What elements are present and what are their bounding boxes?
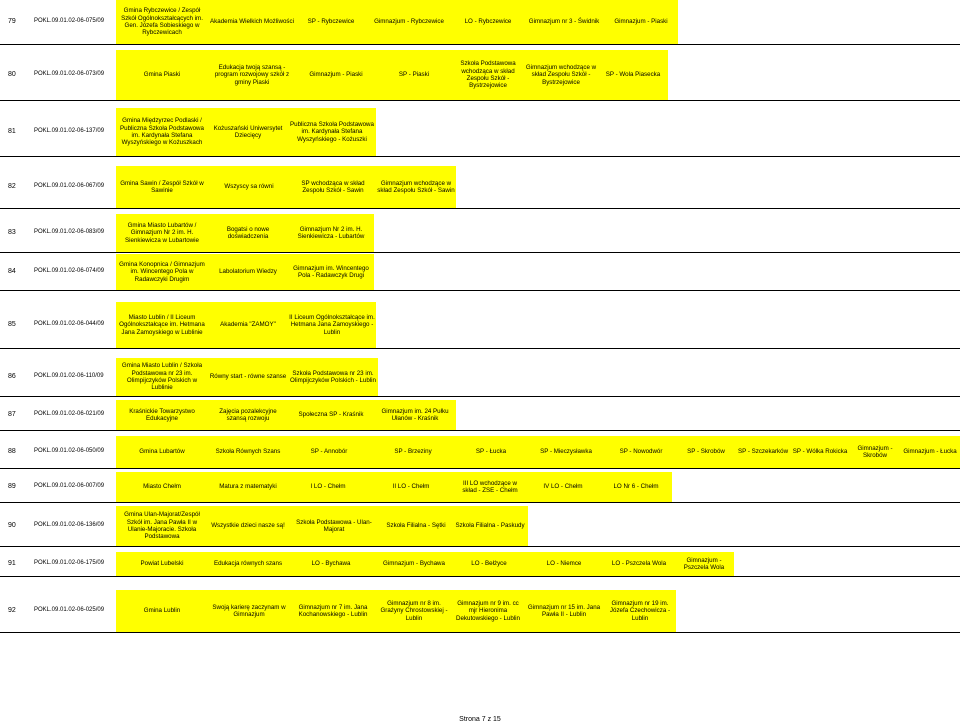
table-row (0, 166, 960, 208)
row-border (0, 632, 960, 633)
table-row (0, 506, 960, 546)
table-row (0, 50, 960, 100)
school-cell: Szkoła Filialna - Paskudy (452, 506, 528, 546)
school-cell: Gimnazjum nr 15 im. Jana Pawła II - Lublin (524, 590, 604, 632)
project-code: POKL.09.01.02-06-075/09 (34, 18, 105, 25)
project-title: Bogatsi o nowe doświadczenia (208, 214, 288, 252)
school-cell: LO - Rybczewice (452, 0, 524, 44)
row-number: 80 (8, 70, 16, 78)
table-row (0, 400, 960, 430)
page-footer: Strona 7 z 15 (459, 716, 501, 723)
school-cell: I LO - Chełm (288, 472, 368, 502)
row-border (0, 502, 960, 503)
row-number: 88 (8, 447, 16, 455)
row-number: 89 (8, 482, 16, 490)
school-cell: IV LO - Chełm (526, 472, 600, 502)
table-row (0, 358, 960, 396)
school-cell: Gimnazjum - Rybczewice (366, 0, 452, 44)
school-cell: SP - Annobór (288, 436, 370, 468)
project-code: POKL.09.01.02-06-007/09 (34, 483, 105, 490)
school-cell: LO - Bełżyce (454, 552, 524, 576)
table-row (0, 472, 960, 502)
school-cell: LO - Niemce (524, 552, 604, 576)
table-row (0, 108, 960, 156)
school-cell: Gimnazjum - Skrobów (850, 436, 900, 468)
project-title: Swoją karierę zaczynam w Gimnazjum (208, 590, 290, 632)
row-number: 79 (8, 17, 16, 25)
school-cell: Społeczna SP - Kraśnik (288, 400, 374, 430)
school-cell: SP - Rybczewice (296, 0, 366, 44)
table-row (0, 436, 960, 468)
school-cell: Gimnazjum - Łucka (900, 436, 960, 468)
row-border (0, 468, 960, 469)
school-cell: Gimnazjum im. 24 Pułku Ułanów - Kraśnik (374, 400, 456, 430)
school-cell: SP - Wola Piasecka (598, 50, 668, 100)
school-cell: SP - Szczekarków (736, 436, 790, 468)
project-code: POKL.09.01.02-06-021/09 (34, 411, 105, 418)
table-row (0, 0, 960, 44)
project-title: Edukacja równych szans (208, 552, 288, 576)
applicant: Gmina Międzyrzec Podlaski / Publiczna Szkoła Podstawowa im. Kardynała Stefana Wyszyńskiego w Kożuszkach (116, 108, 208, 156)
project-title: Edukacja twoją szansą - program rozwojowy szkół z gminy Piaski (208, 50, 296, 100)
applicant: Miasto Lublin / II Liceum Ogólnokształcące im. Hetmana Jana Zamoyskiego w Lublinie (116, 302, 208, 348)
applicant: Gmina Rybczewice / Zespół Szkół Ogólnokształcących im. Gen. Józefa Sobieskiego w Rybczewicach (116, 0, 208, 44)
school-cell: LO - Bychawa (288, 552, 374, 576)
school-cell: Gimnazjum Nr 2 im. H. Sienkiewicza - Lubartów (288, 214, 374, 252)
school-cell: Gimnazjum nr 9 im. cc mjr Hieronima Dekutowskiego - Lublin (452, 590, 524, 632)
project-title: Matura z matematyki (208, 472, 288, 502)
applicant: Gmina Miasto Lublin / Szkoła Podstawowa nr 23 im. Olimpijczyków Polskich w Lublinie (116, 358, 208, 396)
school-cell: Gimnazjum nr 3 - Świdnik (524, 0, 604, 44)
row-number: 84 (8, 267, 16, 275)
row-border (0, 430, 960, 431)
row-border (0, 290, 960, 291)
school-cell: Gimnazjum nr 7 im. Jana Kochanowskiego - Lublin (290, 590, 376, 632)
table-row (0, 552, 960, 576)
project-title: Kożuszański Uniwersytet Dziecięcy (208, 108, 288, 156)
project-code: POKL.09.01.02-06-083/09 (34, 229, 105, 236)
row-border (0, 100, 960, 101)
school-cell: Gimnazjum wchodzące w skład Zespołu Szkół - Sawin (376, 166, 456, 208)
applicant: Gmina Lublin (116, 590, 208, 632)
project-code: POKL.09.01.02-06-025/09 (34, 607, 105, 614)
project-title: Akademia "ZAMOY" (208, 302, 288, 348)
applicant: Miasto Chełm (116, 472, 208, 502)
school-cell: Publiczna Szkoła Podstawowa im. Kardynała Stefana Wyszyńskiego - Kożuszki (288, 108, 376, 156)
school-cell: SP wchodząca w skład Zespołu Szkół - Sawin (290, 166, 376, 208)
row-number: 92 (8, 606, 16, 614)
school-cell: Gimnazjum im. Wincentego Pola - Radawczyk Drugi (288, 254, 374, 290)
project-code: POKL.09.01.02-06-110/09 (34, 373, 104, 380)
row-border (0, 156, 960, 157)
row-border (0, 546, 960, 547)
school-cell: Gimnazjum - Piaski (604, 0, 678, 44)
school-cell: SP - Brzeziny (370, 436, 456, 468)
school-cell: Gimnazjum - Piaski (296, 50, 376, 100)
project-title: Szkoła Równych Szans (208, 436, 288, 468)
row-border (0, 576, 960, 577)
table-row (0, 214, 960, 252)
school-cell: SP - Łucka (456, 436, 526, 468)
school-cell: Gimnazjum nr 19 im. Józefa Czechowicza - Lublin (604, 590, 676, 632)
applicant: Gmina Sawin / Zespół Szkół w Sawinie (116, 166, 208, 208)
applicant: Gmina Piaski (116, 50, 208, 100)
row-border (0, 348, 960, 349)
project-code: POKL.09.01.02-06-137/09 (34, 128, 105, 135)
project-title: Wszystkie dzieci nasze są! (208, 506, 288, 546)
school-cell: Gimnazjum nr 8 im. Grażyny Chrostowskiej - Lublin (376, 590, 452, 632)
applicant: Gmina Lubartów (116, 436, 208, 468)
school-cell: II LO - Chełm (368, 472, 454, 502)
row-border (0, 252, 960, 253)
project-code: POKL.09.01.02-06-073/09 (34, 71, 105, 78)
table-row (0, 254, 960, 290)
school-cell: Szkoła Filialna - Sętki (380, 506, 452, 546)
row-border (0, 396, 960, 397)
school-cell: Szkoła Podstawowa nr 23 im. Olimpijczyków Polskich - Lublin (288, 358, 378, 396)
row-border (0, 44, 960, 45)
project-code: POKL.09.01.02-06-175/09 (34, 560, 105, 567)
school-cell: Gimnazjum - Bychawa (374, 552, 454, 576)
school-cell: Szkoła Podstawowa - Ulan-Majorat (288, 506, 380, 546)
row-number: 90 (8, 521, 16, 529)
row-number: 91 (8, 559, 16, 567)
project-title: Zajęcia pozalekcyjne szansą rozwoju (208, 400, 288, 430)
school-cell: LO - Pszczela Wola (604, 552, 674, 576)
project-title: Labolatorium Wiedzy (208, 254, 288, 290)
project-title: Akademia Wielkich Możliwości (208, 0, 296, 44)
school-cell: III LO wchodzące w skład - ZSE - Chełm (454, 472, 526, 502)
table-row (0, 590, 960, 632)
school-cell: SP - Mieczysławka (526, 436, 606, 468)
table-row (0, 302, 960, 348)
school-cell: Gimnazjum - Pszczela Wola (674, 552, 734, 576)
row-number: 85 (8, 320, 16, 328)
project-code: POKL.09.01.02-06-067/09 (34, 183, 105, 190)
school-cell: Gimnazjum wchodzące w skład Zespołu Szkół - Bystrzejowice (524, 50, 598, 100)
project-code: POKL.09.01.02-06-050/09 (34, 448, 105, 455)
row-number: 81 (8, 127, 16, 135)
project-title: Wszyscy sa równi (208, 166, 290, 208)
row-number: 82 (8, 182, 16, 190)
project-code: POKL.09.01.02-06-136/09 (34, 522, 105, 529)
school-cell: Szkoła Podstawowa wchodząca w skład Zespołu Szkół - Bystrzejowice (452, 50, 524, 100)
project-code: POKL.09.01.02-06-044/09 (34, 321, 105, 328)
school-cell: LO Nr 6 - Chełm (600, 472, 672, 502)
applicant: Kraśnickie Towarzystwo Edukacyjne (116, 400, 208, 430)
school-cell: SP - Skrobów (676, 436, 736, 468)
school-cell: SP - Wólka Rokicka (790, 436, 850, 468)
row-number: 83 (8, 228, 16, 236)
project-title: Równy start - równe szanse (208, 358, 288, 396)
row-number: 86 (8, 372, 16, 380)
school-cell: II Liceum Ogólnokształcące im. Hetmana Jana Zamoyskiego - Lublin (288, 302, 376, 348)
applicant: Gmina Ulan-Majorat/Zespół Szkół im. Jana Pawła II w Ulanie-Majoracie. Szkoła Podstawowa (116, 506, 208, 546)
applicant: Gmina Konopnica / Gimnazjum im. Wincentego Pola w Radawczyki Drugim (116, 254, 208, 290)
school-cell: SP - Nowodwór (606, 436, 676, 468)
row-number: 87 (8, 410, 16, 418)
project-code: POKL.09.01.02-06-074/09 (34, 268, 105, 275)
applicant: Powiat Lubelski (116, 552, 208, 576)
row-border (0, 208, 960, 209)
school-cell: SP - Piaski (376, 50, 452, 100)
applicant: Gmina Miasto Lubartów / Gimnazjum Nr 2 im. H. Sienkiewicza w Lubartowie (116, 214, 208, 252)
